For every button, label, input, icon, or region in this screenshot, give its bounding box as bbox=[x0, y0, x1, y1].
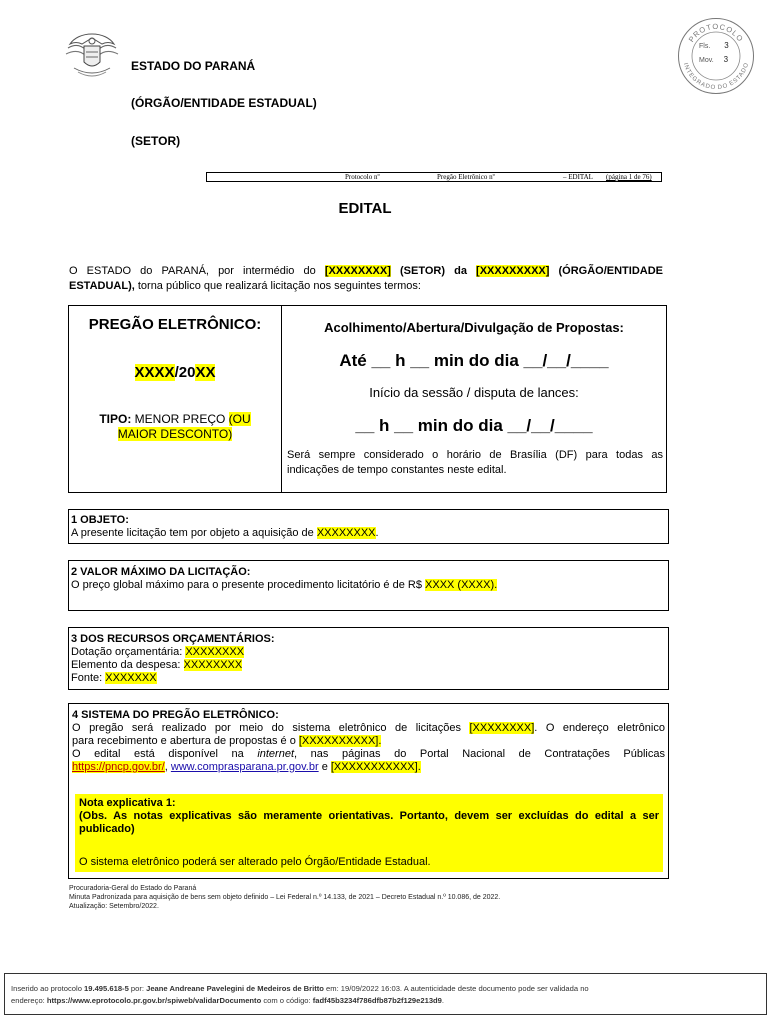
auth-a3: em: 19/09/2022 16:03. A autenticidade deste documento pode ser validada no bbox=[323, 984, 589, 993]
note-body: (Obs. As notas explicativas são meramente orientativas. Portanto, devem ser excluídas do edital a ser publicado) bbox=[79, 810, 659, 835]
section-objeto bbox=[68, 509, 669, 544]
stamp-mov-value: 3 bbox=[723, 55, 729, 64]
tipo-alt-2: MAIOR DESCONTO) bbox=[117, 427, 233, 441]
fonte-line bbox=[71, 672, 666, 685]
s4-system-placeholder: [XXXXXXXX] bbox=[469, 722, 535, 734]
intro-text-5: torna público que realizará licitação nos seguintes termos: bbox=[134, 280, 421, 292]
section-recursos bbox=[68, 627, 669, 690]
section-2-text bbox=[71, 579, 666, 592]
section-4-title: 4 SISTEMA DO PREGÃO ELETRÔNICO: bbox=[72, 709, 279, 721]
svg-text:INTEGRADO DO ESTADO bbox=[682, 62, 750, 91]
s1-text: A presente licitação tem por objeto a aquisição de bbox=[71, 527, 317, 539]
auth-name: Jeane Andreane Pavelegini de Medeiros de Britto bbox=[146, 984, 324, 993]
coat-of-arms-logo bbox=[64, 28, 120, 80]
auth-a5: com o código: bbox=[261, 996, 313, 1005]
s4-p1a: O pregão será realizado por meio do sistema eletrônico de licitações bbox=[72, 722, 470, 734]
proposals-deadline: Até __ h __ min do dia __/__/____ bbox=[339, 351, 609, 370]
s4-line-3 bbox=[72, 748, 665, 761]
intro-text-1: O ESTADO do PARANÁ, por intermédio do bbox=[69, 265, 325, 277]
fonte-value: XXXXXXX bbox=[105, 672, 157, 684]
tipo-label: TIPO: bbox=[99, 412, 132, 426]
pregao-number-c: XX bbox=[195, 364, 216, 381]
pregao-title: PREGÃO ELETRÔNICO: bbox=[88, 316, 262, 333]
stamp-mov-label: Mov. bbox=[699, 57, 714, 64]
stamp-bottom-text: INTEGRADO DO ESTADO bbox=[681, 62, 751, 92]
page-count: (página 1 de 76) bbox=[606, 173, 652, 181]
header-state: ESTADO DO PARANÁ bbox=[131, 59, 256, 73]
stamp-top-text: PROTOCOLO bbox=[686, 21, 746, 44]
intro-text-2: (SETOR) da bbox=[390, 265, 477, 277]
stamp-fls-value: 3 bbox=[724, 41, 729, 50]
footer-line-1: Procuradoria-Geral do Estado do Paraná bbox=[69, 885, 197, 892]
stamp-mov bbox=[699, 55, 728, 64]
note-title: Nota explicativa 1: bbox=[79, 797, 176, 809]
pregao-tipo bbox=[69, 412, 281, 442]
proposals-title: Acolhimento/Abertura/Divulgação de Propostas: bbox=[324, 320, 624, 335]
header-sector: (SETOR) bbox=[131, 134, 181, 148]
pregao-number bbox=[69, 364, 281, 381]
s4-url-placeholder: [XXXXXXXXXXX]. bbox=[330, 761, 421, 773]
pregao-info-box bbox=[68, 305, 667, 493]
auth-a4: endereço: bbox=[11, 996, 47, 1005]
auth-line-2 bbox=[11, 995, 760, 1007]
stamp-fls bbox=[699, 41, 729, 50]
auth-a2: por: bbox=[128, 984, 147, 993]
section-sistema bbox=[68, 703, 669, 879]
section-2-title: 2 VALOR MÁXIMO DA LICITAÇÃO: bbox=[71, 566, 251, 578]
s4-p3a: O edital está disponível na bbox=[72, 748, 258, 760]
stamp-fls-label: Fls. bbox=[699, 43, 711, 50]
s4-line-1 bbox=[72, 722, 665, 735]
edital-label: – EDITAL bbox=[563, 173, 593, 181]
explanatory-note bbox=[75, 794, 663, 872]
s2-text: O preço global máximo para o presente procedimento licitatório é de R$ bbox=[71, 579, 426, 591]
intro-paragraph bbox=[69, 264, 663, 294]
intro-setor-placeholder: [XXXXXXXX] bbox=[324, 265, 391, 277]
protocol-bar bbox=[206, 172, 662, 182]
s2-placeholder: XXXX (XXXX). bbox=[425, 579, 498, 591]
auth-line-1 bbox=[11, 983, 760, 995]
s4-p3b: , nas páginas do Portal Nacional de Contratações Públicas bbox=[294, 748, 665, 760]
pregao-label: Pregão Eletrônico nº bbox=[437, 173, 495, 181]
elemento-line bbox=[71, 659, 666, 672]
time-note-1: Será sempre considerado o horário de Brasília (DF) para todas as bbox=[287, 449, 663, 461]
dotacao-line bbox=[71, 646, 666, 659]
intro-orgao-placeholder: [XXXXXXXXX] bbox=[476, 265, 550, 277]
document-title: EDITAL bbox=[338, 200, 392, 217]
pregao-number-b: /20 bbox=[174, 364, 196, 381]
session-label: Início da sessão / disputa de lances: bbox=[369, 385, 579, 400]
s1-end: . bbox=[375, 527, 379, 539]
comprasparana-link[interactable]: www.comprasparana.pr.gov.br bbox=[170, 761, 319, 773]
auth-a1: Inserido ao protocolo bbox=[11, 984, 85, 993]
intro-text-3: (ÓRGÃO/ENTIDADE bbox=[549, 265, 664, 277]
section-valor bbox=[68, 560, 669, 611]
s4-address-placeholder: [XXXXXXXXXX]. bbox=[298, 735, 382, 747]
auth-code: fadf45b3234f786dfb87b2f129e213d9 bbox=[312, 996, 442, 1005]
s4-p2a: para recebimento e abertura de propostas é o bbox=[72, 735, 299, 747]
dotacao-label: Dotação orçamentária: bbox=[71, 646, 186, 658]
auth-url[interactable]: https://www.eprotocolo.pr.gov.br/spiweb/validarDocumento bbox=[46, 996, 262, 1005]
footer-line-3: Atualização: Setembro/2022. bbox=[69, 903, 159, 910]
note-extra: O sistema eletrônico poderá ser alterado pelo Órgão/Entidade Estadual. bbox=[79, 856, 431, 868]
footer-line-2: Minuta Padronizada para aquisição de bens sem objeto definido – Lei Federal n.º 14.133, de 2021 – Decreto Estadual n.º 10.086, de 2022. bbox=[69, 894, 501, 901]
s4-p1b: . O endereço eletrônico bbox=[534, 722, 665, 734]
header-entity: (ÓRGÃO/ENTIDADE ESTADUAL) bbox=[131, 96, 317, 110]
fonte-label: Fonte: bbox=[71, 672, 106, 684]
s1-placeholder: XXXXXXXX bbox=[316, 527, 376, 539]
page-footer bbox=[69, 884, 500, 911]
s4-line-2 bbox=[72, 735, 666, 748]
time-note-2: indicações de tempo constantes neste edital. bbox=[287, 464, 507, 476]
time-note bbox=[287, 448, 663, 478]
protocol-stamp bbox=[678, 18, 754, 94]
s4-p4b: e bbox=[318, 761, 331, 773]
elemento-value: XXXXXXXX bbox=[183, 659, 243, 671]
tipo-value: MENOR PREÇO bbox=[131, 412, 229, 426]
pncp-link[interactable]: https://pncp.gov.br/ bbox=[72, 761, 165, 773]
auth-protocol-number: 19.495.618-5 bbox=[84, 984, 129, 993]
section-1-title: 1 OBJETO: bbox=[71, 514, 129, 526]
section-3-title: 3 DOS RECURSOS ORÇAMENTÁRIOS: bbox=[71, 633, 275, 645]
intro-text-4: ESTADUAL), bbox=[69, 280, 135, 292]
authentication-box bbox=[4, 973, 767, 1015]
elemento-label: Elemento da despesa: bbox=[71, 659, 184, 671]
tipo-alt-1: (OU bbox=[228, 412, 251, 426]
pregao-number-a: XXXX bbox=[134, 364, 175, 381]
dotacao-value: XXXXXXXX bbox=[185, 646, 245, 658]
session-time: __ h __ min do dia __/__/____ bbox=[355, 416, 593, 435]
s4-internet: internet bbox=[257, 748, 295, 760]
s4-line-4 bbox=[72, 761, 666, 774]
section-1-text bbox=[71, 527, 666, 540]
s4-p4a: , bbox=[164, 761, 171, 773]
auth-a6: . bbox=[441, 996, 445, 1005]
protocol-label: Protocolo nº bbox=[345, 173, 380, 181]
